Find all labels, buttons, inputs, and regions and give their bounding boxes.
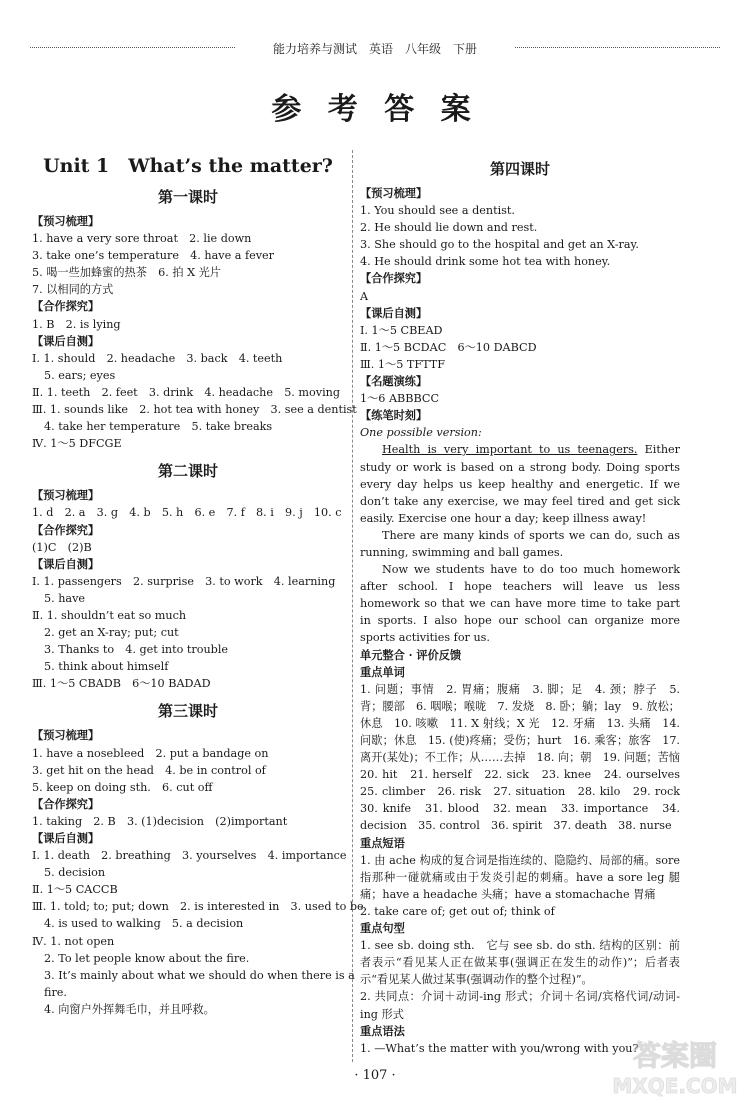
- review-subheading: 重点单词: [360, 664, 405, 679]
- key-sentences: 1. see sb. doing sth. 它与 see sb. do sth. 结构的区别：前者表示“看见某人正在做某事(强调正在发生的动作)”；后者表示“看见某人做过某事(强调动作的整个过程)”。: [360, 939, 680, 987]
- unit-heading: Unit 1 What’s the matter?: [43, 155, 333, 177]
- section-heading: 【合作探究】: [360, 271, 428, 286]
- section-heading: 【预习梳理】: [360, 186, 428, 200]
- answer-line: 1. You should see a dentist.: [360, 204, 515, 218]
- essay-topic-sentence: Health is very important to us teenagers.: [382, 443, 638, 457]
- answer-line: 3. It’s mainly about what we should do when there is a: [44, 968, 355, 982]
- column-divider: [352, 150, 353, 1062]
- answer-line: 4. 向窗户外挥舞毛巾，并且呼救。: [44, 1002, 215, 1016]
- lesson-heading: 第四课时: [489, 160, 550, 178]
- answer-line: fire.: [44, 985, 67, 999]
- section-heading: 【名题演练】: [360, 374, 428, 389]
- answer-line: 5. ears; eyes: [44, 368, 116, 382]
- answer-line: 1. B 2. is lying: [32, 317, 121, 331]
- section-heading: 【课后自测】: [32, 556, 100, 571]
- section-heading: 【课后自测】: [360, 305, 428, 320]
- answer-line: A: [360, 289, 369, 303]
- section-heading: 【合作探究】: [32, 522, 100, 537]
- running-header: [30, 40, 720, 56]
- answer-line: Ⅰ. 1. passengers 2. surprise 3. to work 4. learning: [32, 574, 336, 588]
- answer-line: 2. He should lie down and rest.: [360, 221, 538, 235]
- section-heading: 【预习梳理】: [32, 488, 100, 503]
- section-heading: 【练笔时刻】: [360, 408, 428, 423]
- key-phrases: 2. take care of; get out of; think of: [360, 904, 555, 918]
- watermark-top-text: 答案圈: [632, 1039, 718, 1072]
- answer-line: (1)C (2)B: [32, 540, 92, 554]
- answer-line: 3. take one’s temperature 4. have a fever: [32, 249, 275, 263]
- watermark-bottom-text: MXQE.COM: [612, 1074, 738, 1098]
- answer-line: Ⅳ. 1～5 DFCGE: [32, 437, 122, 451]
- answer-line: Ⅰ. 1. death 2. breathing 3. yourselves 4. importance: [32, 849, 347, 863]
- answer-line: 1. d 2. a 3. g 4. b 5. h 6. e 7. f 8. i 9. j 10. c: [32, 506, 342, 520]
- answer-line: Ⅲ. 1～5 CBADB 6～10 BADAD: [32, 677, 211, 691]
- answer-line: 1～6 ABBBCC: [360, 392, 440, 406]
- answer-line: Ⅰ. 1～5 CBEAD: [360, 323, 443, 337]
- section-heading: 【课后自测】: [32, 831, 100, 845]
- answer-line: 3. Thanks to 4. get into trouble: [44, 643, 229, 657]
- essay-paragraph: Now we students have to do too much homework after school. I hope teachers will leave us less homework so that we can have more time to take part in sports. I also hope our school can organize more sports activities for us.: [360, 563, 680, 645]
- answer-line: 7. 以相同的方式: [32, 283, 114, 297]
- lesson-heading: 第二课时: [157, 462, 218, 481]
- right-column: [360, 150, 692, 1057]
- key-sentences: 2. 共同点：介词＋动词-ing 形式；介词＋名词/宾格代词/动词-ing 形式: [360, 990, 680, 1021]
- section-heading: 【预习梳理】: [32, 214, 100, 228]
- answer-line: Ⅱ. 1～5 CACCB: [32, 883, 118, 897]
- answer-line: 5. keep on doing sth. 6. cut off: [32, 780, 213, 794]
- page-number: · 107 ·: [354, 1068, 396, 1083]
- answer-line: 5. have: [44, 591, 86, 605]
- key-words: 1. 问题；事情 2. 胃痛；腹痛 3. 脚；足 4. 颈；脖子 5. 背；腰部 6. 咽喉；喉咙 7. 发烧 8. 卧；躺；lay 9. 放松；休息 10. 咳嗽 11. X 射线；X 光 12. 牙痛 13. 头痛 14. 问歇；休息 15. (使)疼痛；受伤；hurt 16. 乘客；旅客 17. 离开(某处)；不工作；从……去掉 18. 向；朝 19. 问题；苦恼 20. hit 21. herself 22. sick 23. knee 24. ourselves 25. climber 26. risk 27. situation 28. kilo 29. rock 30. knife 31. blood 32. mean 33. importance 34. decision 35. control 36. spirit 37. death 38. nurse: [360, 682, 692, 833]
- watermark-logo: [608, 1031, 742, 1101]
- key-grammar: 1. —What’s the matter with you/wrong with you?: [360, 1041, 639, 1055]
- lesson-heading: 第一课时: [157, 188, 218, 206]
- lesson-heading: 第三课时: [157, 702, 218, 721]
- answer-line: 5. 喝一些加蜂蜜的热茶 6. 拍 X 光片: [32, 266, 221, 280]
- answer-line: Ⅳ. 1. not open: [32, 934, 115, 948]
- answer-line: One possible version:: [360, 426, 482, 440]
- answer-line: 5. think about himself: [44, 660, 169, 674]
- answer-line: Ⅱ. 1. teeth 2. feet 3. drink 4. headache 5. moving: [32, 385, 341, 399]
- answer-line: 1. taking 2. B 3. (1)decision (2)important: [32, 814, 288, 828]
- essay-paragraph: There are many kinds of sports we can do, such as running, swimming and ball games.: [360, 528, 680, 559]
- answer-line: 5. decision: [44, 866, 106, 880]
- header-dots-right: [515, 47, 720, 48]
- left-column: [32, 150, 364, 1018]
- header-text: 能力培养与测试 英语 八年级 下册: [267, 42, 483, 56]
- review-subheading: 重点短语: [360, 835, 405, 850]
- answer-line: 1. have a very sore throat 2. lie down: [32, 232, 252, 246]
- answer-line: 2. get an X-ray; put; cut: [44, 626, 179, 640]
- answer-line: 4. He should drink some hot tea with honey.: [360, 255, 611, 269]
- answer-line: 1. have a nosebleed 2. put a bandage on: [32, 746, 269, 760]
- section-heading: 【合作探究】: [32, 299, 100, 314]
- essay-paragraph: [360, 441, 680, 526]
- answer-line: Ⅲ. 1～5 TFTTF: [360, 357, 445, 371]
- section-heading: 【合作探究】: [32, 796, 100, 811]
- key-phrases: 1. 由 ache 构成的复合词是指连续的、隐隐约、局部的痛。sore 指那种一碰就痛或由于发炎引起的刺痛。have a sore leg 腿痛；have a headache 头痛；have a stomachache 胃痛: [360, 853, 680, 901]
- header-dots-left: [30, 47, 235, 48]
- answer-line: Ⅱ. 1～5 BCDAC 6～10 DABCD: [360, 340, 537, 354]
- answer-line: Ⅰ. 1. should 2. headache 3. back 4. teeth: [32, 351, 283, 365]
- section-heading: 【课后自测】: [32, 333, 100, 348]
- answer-line: Ⅲ. 1. sounds like 2. hot tea with honey 3. see a dentist: [32, 403, 357, 417]
- answer-line: 3. She should go to the hospital and get an X-ray.: [360, 238, 639, 252]
- page-title: 参 考 答 案: [271, 92, 479, 127]
- answer-line: 4. is used to walking 5. a decision: [44, 917, 244, 931]
- answer-line: 4. take her temperature 5. take breaks: [44, 420, 273, 434]
- review-subheading: 重点语法: [360, 1023, 405, 1038]
- answer-line: Ⅱ. 1. shouldn’t eat so much: [32, 608, 187, 622]
- essay-text: Either study or work is based on a strong body. Doing sports every day helps us keep healthy and energetic. If we don’t take any exercise, we may feel tired and get sick easily. Exercise one hour a day; keep illness away!: [360, 443, 680, 525]
- review-subheading: 重点句型: [360, 921, 405, 936]
- section-heading: 【预习梳理】: [32, 728, 100, 743]
- answer-line: 3. get hit on the head 4. be in control of: [32, 763, 266, 777]
- review-heading: 单元整合 · 评价反馈: [360, 647, 462, 662]
- answer-line: Ⅲ. 1. told; to; put; down 2. is interested in 3. used to be: [32, 900, 364, 914]
- answer-line: 2. To let people know about the fire.: [44, 951, 250, 965]
